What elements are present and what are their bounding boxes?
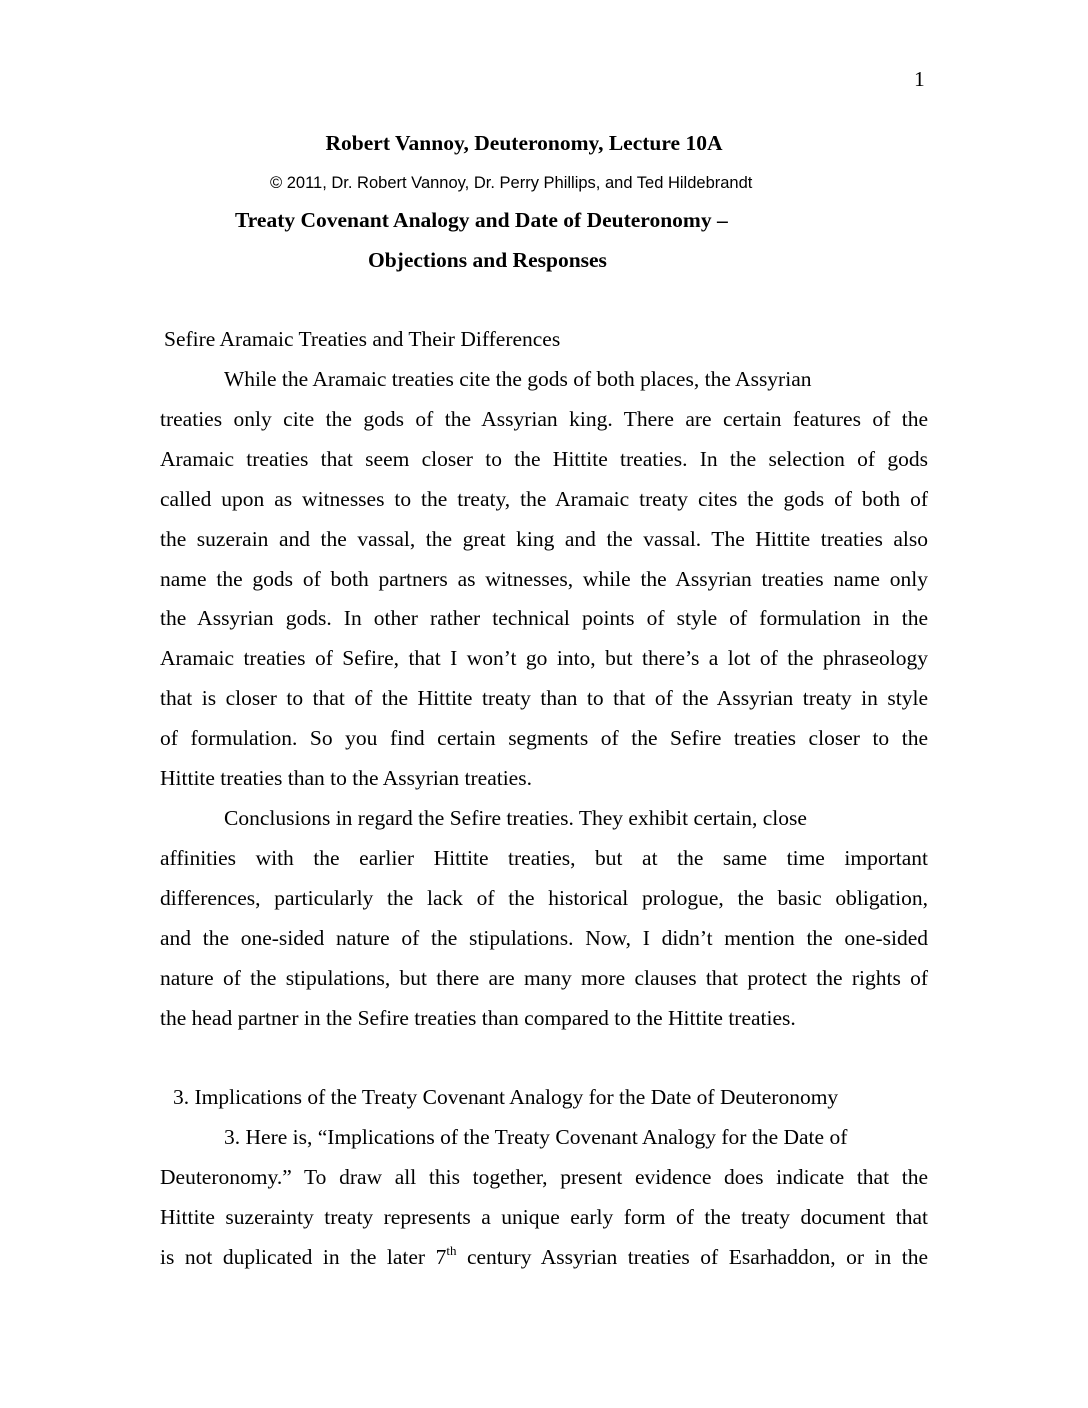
subtitle-line-2: Objections and Responses <box>368 248 607 272</box>
paragraph-line: differences, particularly the lack of the historical prologue, the basic obligation, <box>160 885 928 910</box>
section-heading-implications: 3. Implications of the Treaty Covenant Analogy for the Date of Deuteronomy <box>173 1085 839 1109</box>
paragraph-line: affinities with the earlier Hittite treaties, but at the same time important <box>160 845 928 870</box>
paragraph-line: and the one-sided nature of the stipulations. Now, I didn’t mention the one-sided <box>160 925 928 950</box>
paragraph-line: the suzerain and the vassal, the great king and the vassal. The Hittite treaties also <box>160 526 928 551</box>
paragraph-line: the head partner in the Sefire treaties than compared to the Hittite treaties. <box>160 1005 796 1030</box>
copyright-line: © 2011, Dr. Robert Vannoy, Dr. Perry Phillips, and Ted Hildebrandt <box>270 174 753 192</box>
paragraph-line: that is closer to that of the Hittite treaty than to that of the Assyrian treaty in style <box>160 686 928 711</box>
section-heading-sefire: Sefire Aramaic Treaties and Their Differences <box>164 327 561 351</box>
paragraph-line: 3. Here is, “Implications of the Treaty Covenant Analogy for the Date of <box>224 1125 848 1149</box>
paragraph-line: Aramaic treaties that seem closer to the Hittite treaties. In the selection of gods <box>160 446 928 471</box>
subtitle-line-1: Treaty Covenant Analogy and Date of Deuteronomy – <box>235 208 728 232</box>
page-number: 1 <box>914 67 925 91</box>
paragraph-line: Aramaic treaties of Sefire, that I won’t go into, but there’s a lot of the phraseology <box>160 646 928 671</box>
paragraph-line: is not duplicated in the later 7th century Assyrian treaties of Esarhaddon, or in the <box>160 1243 928 1269</box>
paragraph-line: Deuteronomy.” To draw all this together, present evidence does indicate that the <box>160 1164 928 1189</box>
paragraph-line: Hittite suzerainty treaty represents a unique early form of the treaty document that <box>160 1204 928 1229</box>
paragraph-line: Conclusions in regard the Sefire treaties. They exhibit certain, close <box>224 806 807 830</box>
paragraph-line: nature of the stipulations, but there are many more clauses that protect the rights of <box>160 965 928 990</box>
paragraph-line: Hittite treaties than to the Assyrian treaties. <box>160 766 532 790</box>
paragraph-line: While the Aramaic treaties cite the gods of both places, the Assyrian <box>224 367 812 391</box>
paragraph-line: of formulation. So you find certain segments of the Sefire treaties closer to the <box>160 726 928 751</box>
paragraph-line: treaties only cite the gods of the Assyrian king. There are certain features of the <box>160 406 928 431</box>
paragraph-line: called upon as witnesses to the treaty, the Aramaic treaty cites the gods of both of <box>160 486 928 511</box>
paragraph-line: the Assyrian gods. In other rather technical points of style of formulation in the <box>160 606 928 631</box>
document-title: Robert Vannoy, Deuteronomy, Lecture 10A <box>325 131 723 155</box>
paragraph-line: name the gods of both partners as witnesses, while the Assyrian treaties name only <box>160 566 928 591</box>
